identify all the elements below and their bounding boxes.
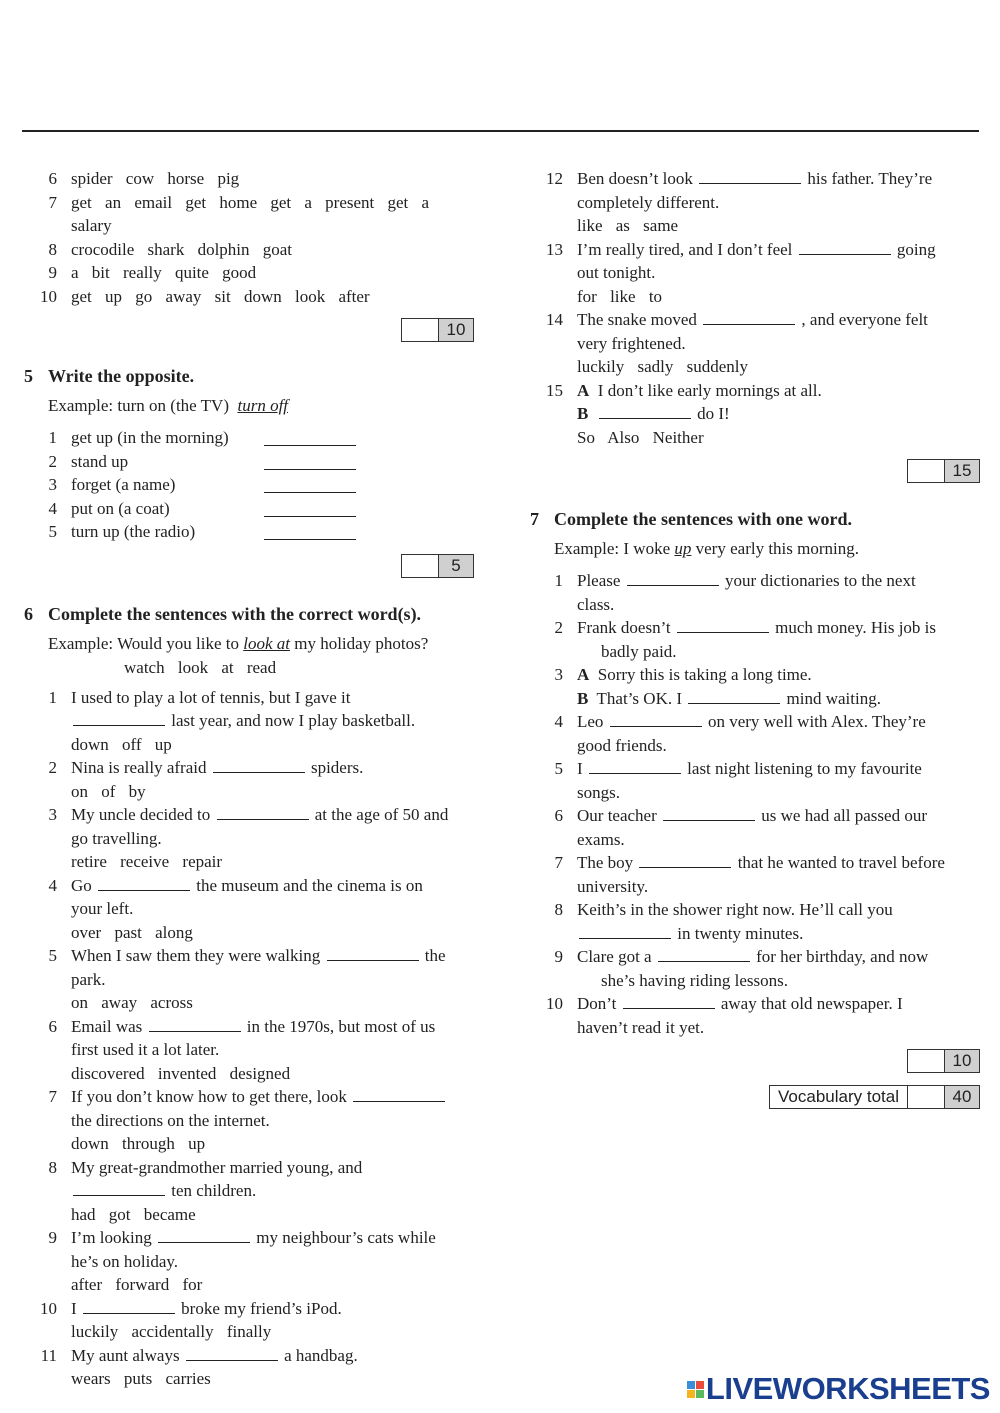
- right-column: [530, 167, 980, 1109]
- score-box-section5: [24, 554, 474, 578]
- answer-blank[interactable]: [158, 1228, 250, 1243]
- logo-text: LIVEWORKSHEETS: [705, 1371, 990, 1406]
- answer-blank[interactable]: [699, 169, 801, 184]
- answer-blank[interactable]: [264, 502, 356, 517]
- answer-blank[interactable]: [677, 618, 769, 633]
- answer-blank[interactable]: [83, 1299, 175, 1314]
- answer-blank[interactable]: [186, 1346, 278, 1361]
- score-input[interactable]: [908, 1050, 945, 1072]
- list-item: 7 The boy that he wanted to travel before university.: [554, 853, 945, 896]
- example: Example: I woke up very early this morning.: [554, 539, 859, 558]
- score-box-section4: [24, 318, 474, 342]
- list-item: 1 I used to play a lot of tennis, but I gave it last year, and now I play basketball. down off up: [48, 687, 416, 754]
- list-item: 3 A Sorry this is taking a long time. B That’s OK. I mind waiting.: [554, 665, 881, 708]
- score-max: 15: [945, 460, 979, 482]
- list-item: 8 crocodile shark dolphin goat: [48, 239, 293, 259]
- answer-blank[interactable]: [627, 571, 719, 586]
- list-item: 12 Ben doesn’t look his father. They’re completely different. like as same: [546, 169, 933, 235]
- list-item: 10 I broke my friend’s iPod. luckily accidentally finally: [40, 1298, 342, 1341]
- score-max: 5: [439, 555, 473, 577]
- list-item: 4 Go the museum and the cinema is on your left. over past along: [48, 875, 423, 942]
- list-item: 8 Keith’s in the shower right now. He’ll call you in twenty minutes.: [554, 900, 893, 943]
- header-rule: [22, 130, 979, 132]
- list-item: 6 Email was in the 1970s, but most of us first used it a lot later. discovered invented designed: [48, 1016, 436, 1083]
- answer-blank[interactable]: [579, 924, 671, 939]
- answer-blank[interactable]: [213, 758, 305, 773]
- list-item: 9 Clare got a for her birthday, and now she’s having riding lessons.: [554, 947, 929, 990]
- score-input[interactable]: [402, 555, 439, 577]
- section-title: 5 Write the opposite.: [24, 366, 195, 386]
- answer-blank[interactable]: [73, 711, 165, 726]
- left-column: [24, 167, 474, 1391]
- list-item: 7 get an email get home get a present get a salary: [48, 192, 430, 235]
- answer-blank[interactable]: [799, 240, 891, 255]
- answer-blank[interactable]: [217, 805, 309, 820]
- list-item: 2 Nina is really afraid spiders. on of by: [48, 758, 364, 801]
- answer-blank[interactable]: [264, 525, 356, 540]
- score-box-section7: [530, 1049, 980, 1073]
- score-max: 40: [945, 1086, 979, 1108]
- list-item: 1 get up (in the morning): [24, 426, 474, 450]
- list-item: 8 My great-grandmother married young, and ten children. had got became: [48, 1157, 363, 1224]
- answer-blank[interactable]: [663, 806, 755, 821]
- list-item: 7 If you don’t know how to get there, look the directions on the internet. down through up: [24, 1085, 474, 1156]
- score-input[interactable]: [908, 1086, 945, 1108]
- answer-blank[interactable]: [98, 876, 190, 891]
- section-title: 6 Complete the sentences with the correct word(s).: [24, 603, 422, 624]
- liveworksheets-logo: [687, 1371, 990, 1407]
- list-item: 2 Frank doesn’t much money. His job is badly paid.: [554, 618, 937, 661]
- answer-blank[interactable]: [589, 759, 681, 774]
- list-item: 5 I last night listening to my favourite songs.: [554, 759, 922, 802]
- answer-blank[interactable]: [623, 994, 715, 1009]
- vocabulary-total-label: Vocabulary total: [770, 1086, 908, 1108]
- answer-blank[interactable]: [703, 310, 795, 325]
- list-item: 2 stand up: [24, 450, 474, 474]
- score-input[interactable]: [402, 319, 439, 341]
- list-item: 1 Please your dictionaries to the next class.: [554, 571, 916, 614]
- list-item: 10 Don’t away that old newspaper. I haven’t read it yet.: [546, 994, 903, 1037]
- list-item: 13 I’m really tired, and I don’t feel going out tonight. for like to: [546, 239, 936, 306]
- list-item: 15 A I don’t like early mornings at all. B do I! So Also Neither: [546, 380, 822, 447]
- list-item: 11 My aunt always a handbag. wears puts carries: [40, 1345, 358, 1388]
- example: Example: Would you like to look at my holiday photos? watch look at read: [48, 633, 429, 677]
- list-item: 14 The snake moved , and everyone felt very frightened. luckily sadly suddenly: [546, 310, 928, 376]
- score-max: 10: [945, 1050, 979, 1072]
- answer-blank[interactable]: [639, 853, 731, 868]
- section7: [530, 507, 980, 1109]
- answer-blank[interactable]: [149, 1017, 241, 1032]
- list-item: 10 get up go away sit down look after: [40, 286, 370, 306]
- list-item: 3 forget (a name): [24, 473, 474, 497]
- answer-blank[interactable]: [264, 431, 356, 446]
- logo-mark-icon: [687, 1381, 704, 1398]
- score-box-section6: [530, 459, 980, 483]
- answer-blank[interactable]: [327, 946, 419, 961]
- list-item: 5 When I saw them they were walking the park. on away across: [48, 946, 446, 1012]
- list-item: 6 spider cow horse pig: [48, 169, 240, 188]
- answer-blank[interactable]: [610, 712, 702, 727]
- list-item: 5 turn up (the radio): [24, 520, 474, 544]
- list-item: 9 a bit really quite good: [48, 263, 257, 282]
- score-max: 10: [439, 319, 473, 341]
- answer-blank[interactable]: [264, 455, 356, 470]
- section5: [24, 364, 474, 578]
- answer-blank[interactable]: [73, 1181, 165, 1196]
- list-item: 9 I’m looking my neighbour’s cats while he’s on holiday. after forward for: [48, 1228, 436, 1294]
- section4-tail: [24, 167, 474, 308]
- example: Example: turn on (the TV) turn off: [48, 396, 289, 415]
- answer-blank[interactable]: [353, 1087, 445, 1102]
- section6: [24, 602, 474, 1391]
- vocabulary-total-box: [530, 1085, 980, 1109]
- section-title: 7 Complete the sentences with one word.: [530, 509, 852, 529]
- list-item: 4 Leo on very well with Alex. They’re good friends.: [554, 712, 926, 755]
- score-input[interactable]: [908, 460, 945, 482]
- list-item: 3 My uncle decided to at the age of 50 and go travelling. retire receive repair: [48, 805, 449, 871]
- list-item: 6 Our teacher us we had all passed our exams.: [554, 806, 927, 849]
- answer-blank[interactable]: [658, 947, 750, 962]
- answer-blank[interactable]: [599, 404, 691, 419]
- list-item: 4 put on (a coat): [24, 497, 474, 521]
- answer-blank[interactable]: [264, 478, 356, 493]
- answer-blank[interactable]: [688, 689, 780, 704]
